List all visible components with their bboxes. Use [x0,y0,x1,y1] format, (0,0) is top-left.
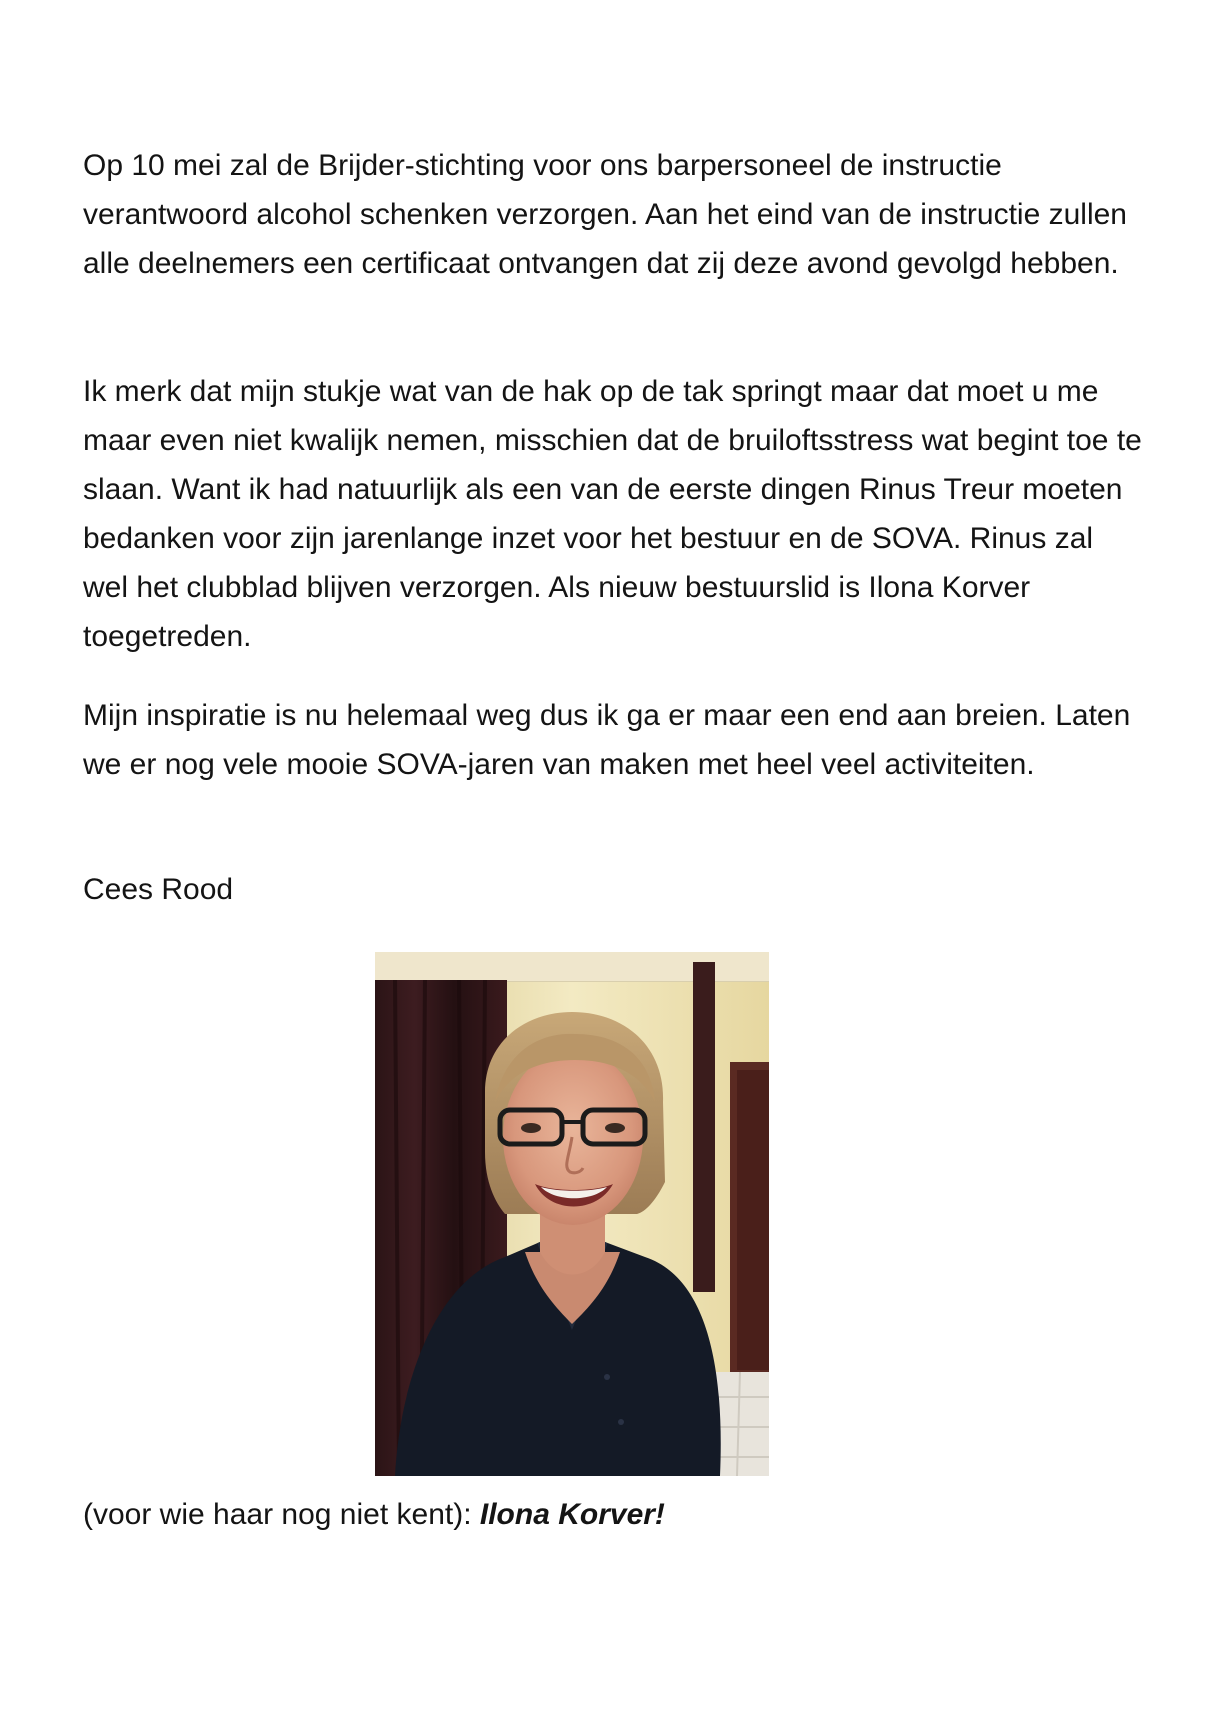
portrait-photo [375,952,769,1476]
paragraph-thanks: Ik merk dat mijn stukje wat van de hak op de tak springt maar dat moet u me maar even niet kwalijk nemen, misschien dat de bruiloftsstress wat begint toe te slaan. Want ik had natuurlijk als een van de eerste dingen Rinus Treur moeten bedanken voor zijn jarenlange inzet voor het bestuur en de SOVA. Rinus zal wel het clubblad blijven verzorgen. Als nieuw bestuurslid is Ilona Korver toegetreden. [83,375,1142,653]
signature: Cees Rood [83,873,234,906]
caption-prefix: (voor wie haar nog niet kent): [83,1498,480,1531]
paragraph-intro: Op 10 mei zal de Brijder-stichting voor ons barpersoneel de instructie verantwoord alcohol schenken verzorgen. Aan het eind van de instructie zullen alle deelnemers een certificaat ontvangen dat zij deze avond gevolgd hebben. [83,149,1127,280]
caption-name: Ilona Korver! [479,1498,665,1531]
paragraph-closing: Mijn inspiratie is nu helemaal weg dus ik ga er maar een end aan breien. Laten we er nog vele mooie SOVA-jaren van maken met heel veel activiteiten. [83,699,1131,781]
photo-caption [83,1490,1143,1539]
